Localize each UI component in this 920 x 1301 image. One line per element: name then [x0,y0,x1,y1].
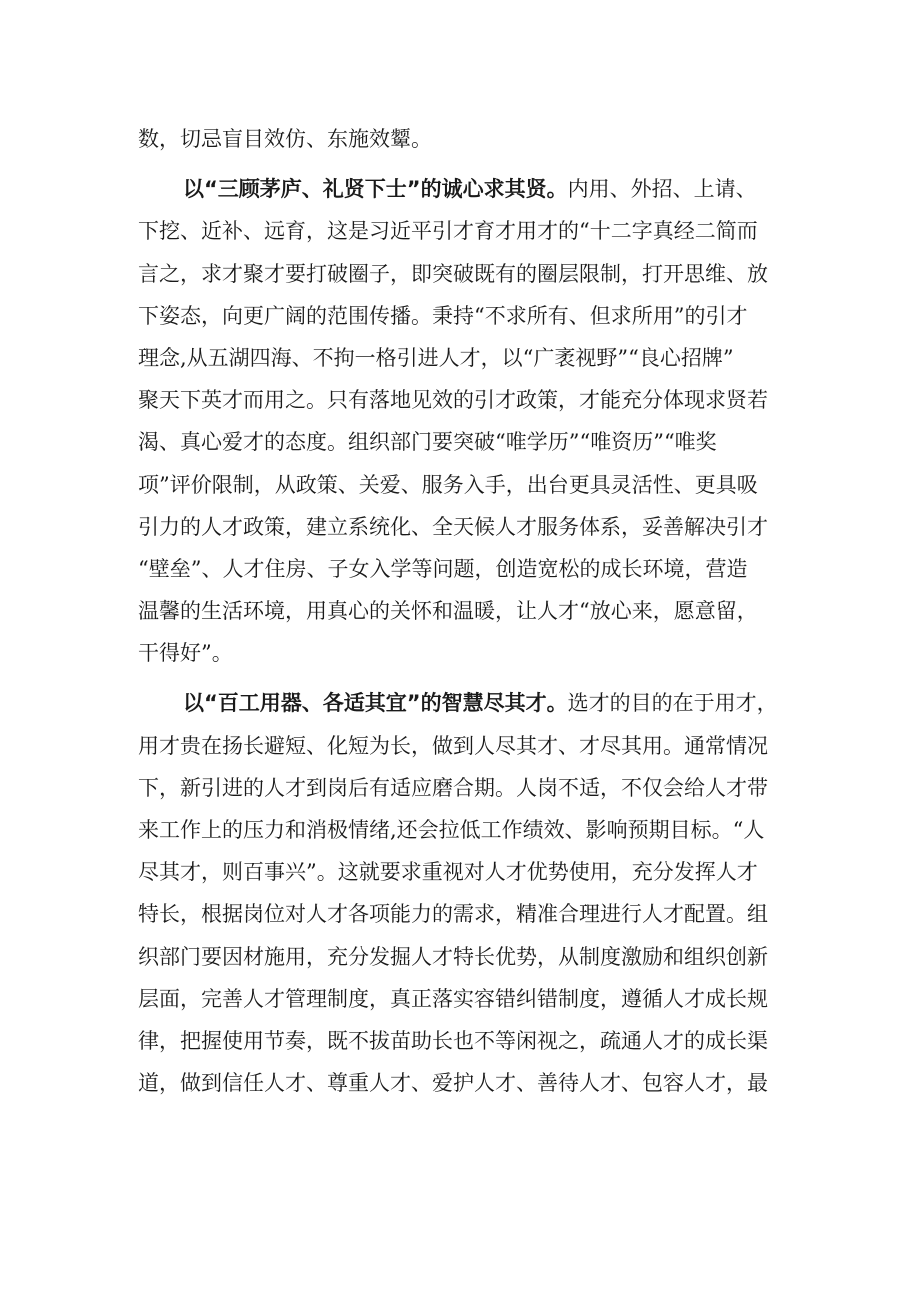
text-line: 下，新引进的人才到岗后有适应磨合期。人岗不适，不仅会给人才带 [138,775,768,800]
paragraph-first-line [138,168,788,210]
paragraph-text: 内用、外招、上请、 [567,177,757,202]
text-line: 特长，根据岗位对人才各项能力的需求，精准合理进行人才配置。组 [138,902,768,927]
text-line: 温馨的生活环境，用真心的关怀和温暖，让人才“放心来，愿意留， [138,599,758,624]
text-line: 道，做到信任人才、尊重人才、爱护人才、善待人才、包容人才，最 [138,1071,768,1096]
document-page [138,118,788,1104]
text-line: 渴、真心爱才的态度。组织部门要突破“唯学历”“唯资历”“唯奖 [138,430,717,455]
text-line: “壁垒”、人才住房、子女入学等问题，创造宽松的成长环境，营造 [138,556,748,581]
text-line: 下挖、近补、远育，这是习近平引才育才用才的“十二字真经二简而 [138,219,758,244]
paragraph-heading: 以“百工用器、各适其宜”的智慧尽其才。 [183,691,568,716]
paragraph-first-line [138,682,788,724]
text-line: 尽其才，则百事兴”。这就要求重视对人才优势使用，充分发挥人才 [138,860,758,885]
text-line: 数，切忌盲目效仿、东施效颦。 [138,127,432,151]
text-line: 来工作上的压力和消极情绪,还会拉低工作绩效、影响预期目标。“人 [138,818,765,842]
text-line: 用才贵在扬长避短、化短为长，做到人尽其才、才尽其用。通常情况 [138,733,768,758]
paragraph-heading: 以“三顾茅庐、礼贤下士”的诚心求其贤。 [183,177,568,202]
text-line: 律，把握使用节奏，既不拔苗助长也不等闲视之，疏通人才的成长渠 [138,1028,768,1053]
text-line: 引力的人才政策，建立系统化、全天候人才服务体系，妥善解决引才 [138,514,768,539]
text-line: 项”评价限制，从政策、关爱、服务入手，出台更具灵活性、更具吸 [138,472,758,497]
text-line: 言之，求才聚才要打破圈子，即突破既有的圈层限制，打开思维、放 [138,261,768,286]
text-line: 理念,从五湖四海、不拘一格引进人才，以“广袤视野”“良心招牌” [138,345,734,370]
text-line: 聚天下英才而用之。只有落地见效的引才政策，才能充分体现求贤若 [138,388,768,413]
text-line: 织部门要因材施用，充分发掘人才特长优势，从制度激励和组织创新 [138,944,768,969]
text-line: 干得好”。 [138,641,233,666]
paragraph-text: 选才的目的在于用才， [567,691,778,716]
text-line: 层面，完善人才管理制度，真正落实容错纠错制度，遵循人才成长规 [138,986,768,1011]
text-line: 下姿态，向更广阔的范围传播。秉持“不求所有、但求所用”的引才 [138,303,748,328]
